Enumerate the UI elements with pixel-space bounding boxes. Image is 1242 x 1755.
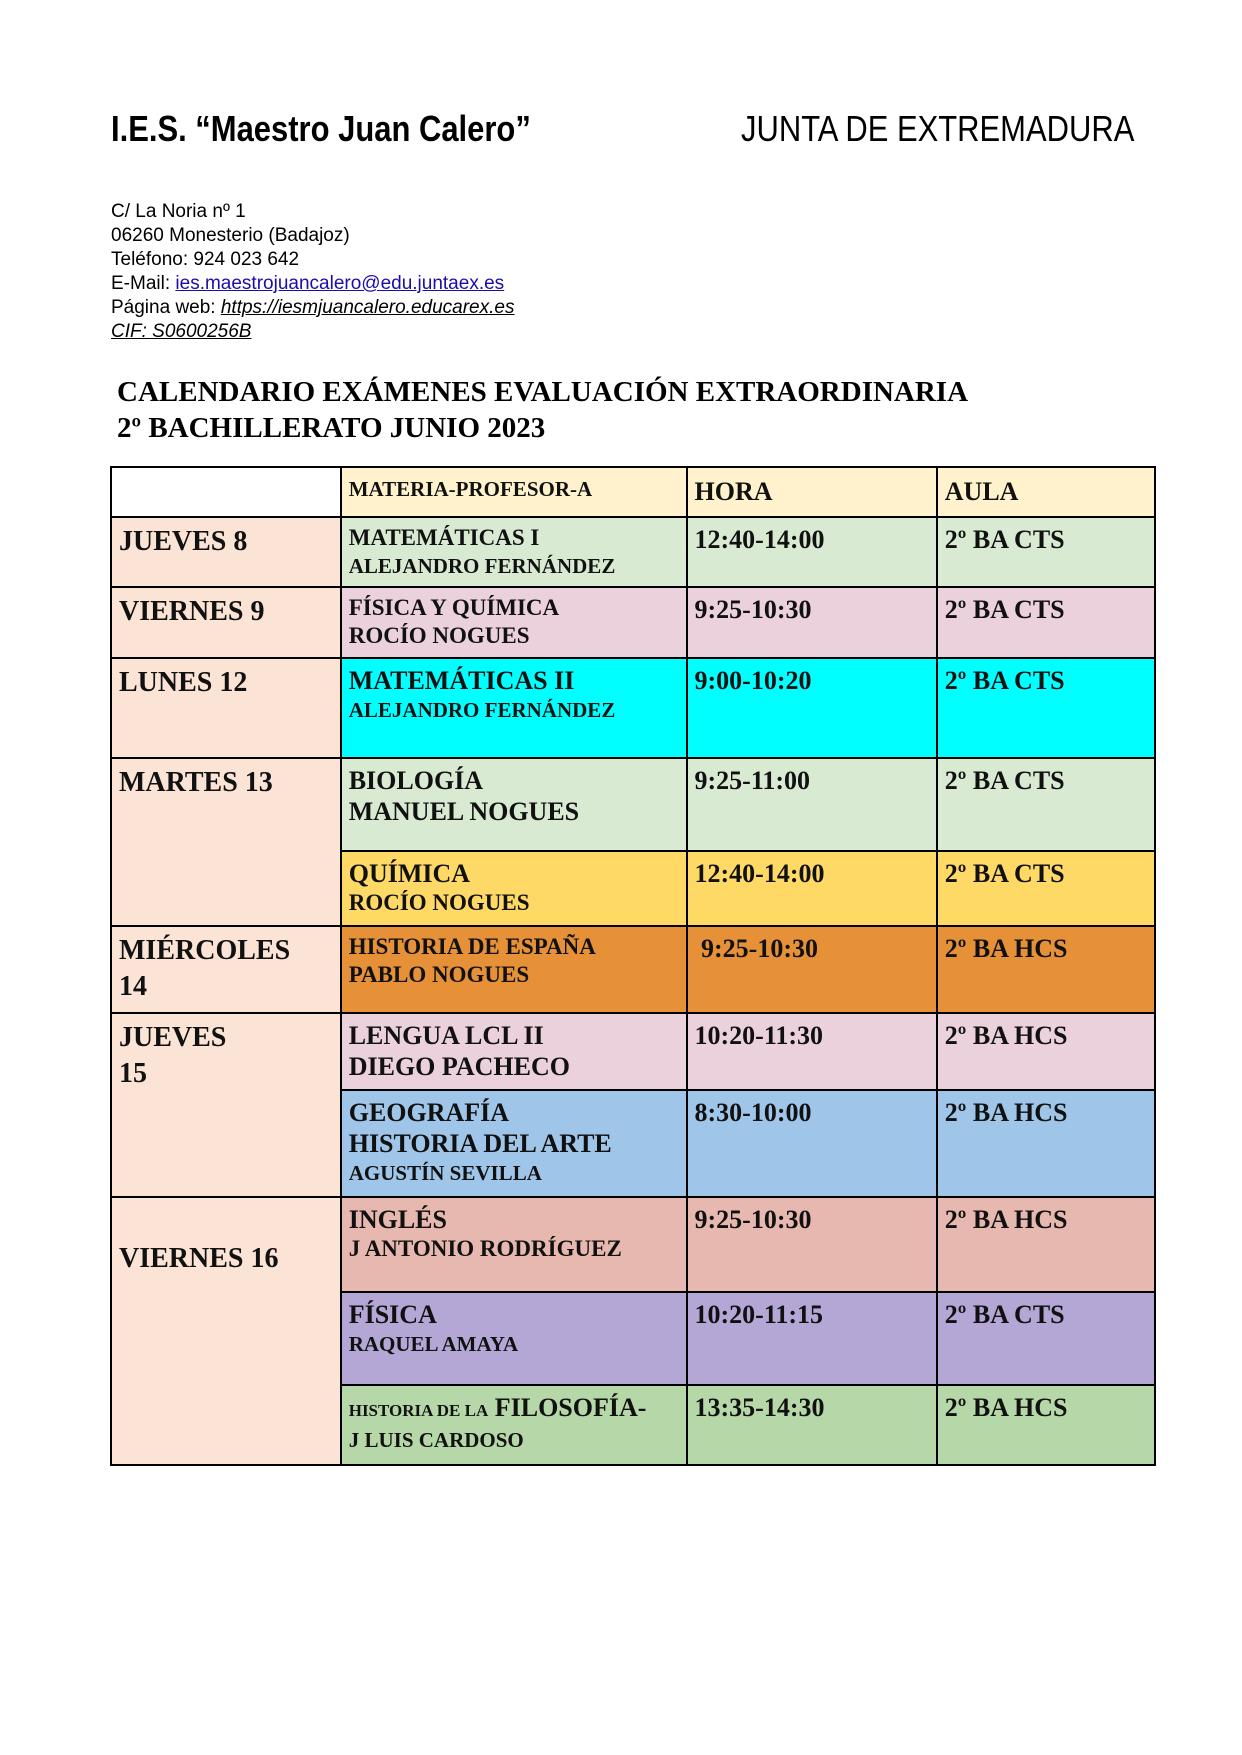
email-label: E-Mail: [111,273,176,294]
web-label: Página web: [111,297,221,318]
time-cell: 10:20-11:15 [687,1292,937,1385]
subject-name: QUÍMICA [348,859,471,888]
room-cell: 2º BA CTS [937,758,1155,851]
day-cell: MARTES 13 [111,758,341,926]
subject-cell [341,587,687,658]
title-line-2: 2º BACHILLERATO JUNIO 2023 [117,412,546,444]
address-cif: CIF: S0600256B [111,321,252,342]
subject-cell [341,1090,687,1197]
school-name: I.E.S. “Maestro Juan Calero” [111,108,531,149]
teacher-name: J LUIS CARDOSO [348,1428,524,1452]
room-cell: 2º BA HCS [937,1197,1155,1292]
room-cell: 2º BA HCS [937,1013,1155,1090]
address-block [111,200,514,344]
room-cell: 2º BA CTS [937,851,1155,926]
email-link[interactable]: ies.maestrojuancalero@edu.juntaex.es [175,273,505,294]
subject-cell [341,1197,687,1292]
subject-name: FÍSICA [348,1300,437,1329]
subject-cell [341,1292,687,1385]
subject-name: FÍSICA Y QUÍMICA [348,595,560,620]
teacher-name: J ANTONIO RODRÍGUEZ [348,1236,622,1261]
time-cell: 8:30-10:00 [687,1090,937,1197]
teacher-name: AGUSTÍN SEVILLA [348,1161,542,1185]
subject-cell [341,851,687,926]
teacher-name: ALEJANDRO FERNÁNDEZ [348,554,616,578]
table-row [111,587,1155,658]
day-cell: VIERNES 16 [111,1197,341,1465]
time-cell: 9:00-10:20 [687,658,937,758]
address-email-line [111,272,514,296]
room-cell: 2º BA HCS [937,1385,1155,1465]
day-line-2: 15 [119,1058,147,1089]
day-cell: VIERNES 9 [111,587,341,658]
time-cell: 13:35-14:30 [687,1385,937,1465]
junta-name: JUNTA DE EXTREMADURA [741,108,1135,149]
header-cell-aula: AULA [937,467,1155,517]
time-cell: 10:20-11:30 [687,1013,937,1090]
time-cell: 12:40-14:00 [687,851,937,926]
subject-name: HISTORIA DE ESPAÑA [348,934,596,959]
room-cell: 2º BA CTS [937,517,1155,587]
subject-cell [341,517,687,587]
day-line-1: MIÉRCOLES [119,935,291,966]
teacher-name: RAQUEL AMAYA [348,1332,519,1356]
subject-name: GEOGRAFÍA [348,1098,510,1127]
subject-name: INGLÉS [348,1205,447,1234]
subject-cell [341,758,687,851]
exam-calendar-table [110,466,1156,1466]
table-row [111,1197,1155,1292]
room-cell: 2º BA CTS [937,587,1155,658]
subject-name: MATEMÁTICAS II [348,666,575,695]
subject-name: LENGUA LCL II [348,1021,544,1050]
room-cell: 2º BA HCS [937,926,1155,1013]
teacher-name: PABLO NOGUES [348,962,530,987]
room-cell: 2º BA CTS [937,658,1155,758]
header-cell-empty [111,467,341,517]
teacher-name: ALEJANDRO FERNÁNDEZ [348,698,616,722]
table-row [111,658,1155,758]
day-line-1: JUEVES [119,1022,227,1053]
teacher-name: ROCÍO NOGUES [348,890,530,915]
teacher-name: MANUEL NOGUES [348,797,580,826]
table-header-row [111,467,1155,517]
document-title [117,374,968,446]
table-row [111,1013,1155,1090]
teacher-name: DIEGO PACHECO [348,1052,570,1081]
day-cell [111,1013,341,1197]
time-cell: 9:25-10:30 [687,926,937,1013]
address-street: C/ La Noria nº 1 [111,201,246,222]
table-row [111,517,1155,587]
time-cell: 9:25-10:30 [687,1197,937,1292]
subject-cell [341,658,687,758]
day-cell: JUEVES 8 [111,517,341,587]
subject-prefix: HISTORIA DE LA [348,1401,489,1420]
address-city: 06260 Monesterio (Badajoz) [111,225,350,246]
header-cell-materia: MATERIA-PROFESOR-A [341,467,687,517]
subject-name: BIOLOGÍA [348,766,484,795]
subject-cell [341,1013,687,1090]
web-link[interactable]: https://iesmjuancalero.educarex.es [220,297,515,318]
room-cell: 2º BA HCS [937,1090,1155,1197]
room-cell: 2º BA CTS [937,1292,1155,1385]
day-cell [111,926,341,1013]
day-cell: LUNES 12 [111,658,341,758]
subject-cell [341,926,687,1013]
day-line-2: 14 [119,971,147,1002]
time-cell: 12:40-14:00 [687,517,937,587]
subject-name-2: HISTORIA DEL ARTE [348,1129,612,1158]
table-row [111,926,1155,1013]
subject-cell [341,1385,687,1465]
teacher-name: ROCÍO NOGUES [348,623,530,648]
title-line-1: CALENDARIO EXÁMENES EVALUACIÓN EXTRAORDINARIA [117,376,969,408]
subject-name: FILOSOFÍA- [494,1393,647,1422]
address-phone: Teléfono: 924 023 642 [111,249,300,270]
subject-name: MATEMÁTICAS I [348,525,540,550]
table-row [111,758,1155,851]
time-cell: 9:25-11:00 [687,758,937,851]
header-cell-hora: HORA [687,467,937,517]
time-cell: 9:25-10:30 [687,587,937,658]
address-web-line [111,296,514,320]
